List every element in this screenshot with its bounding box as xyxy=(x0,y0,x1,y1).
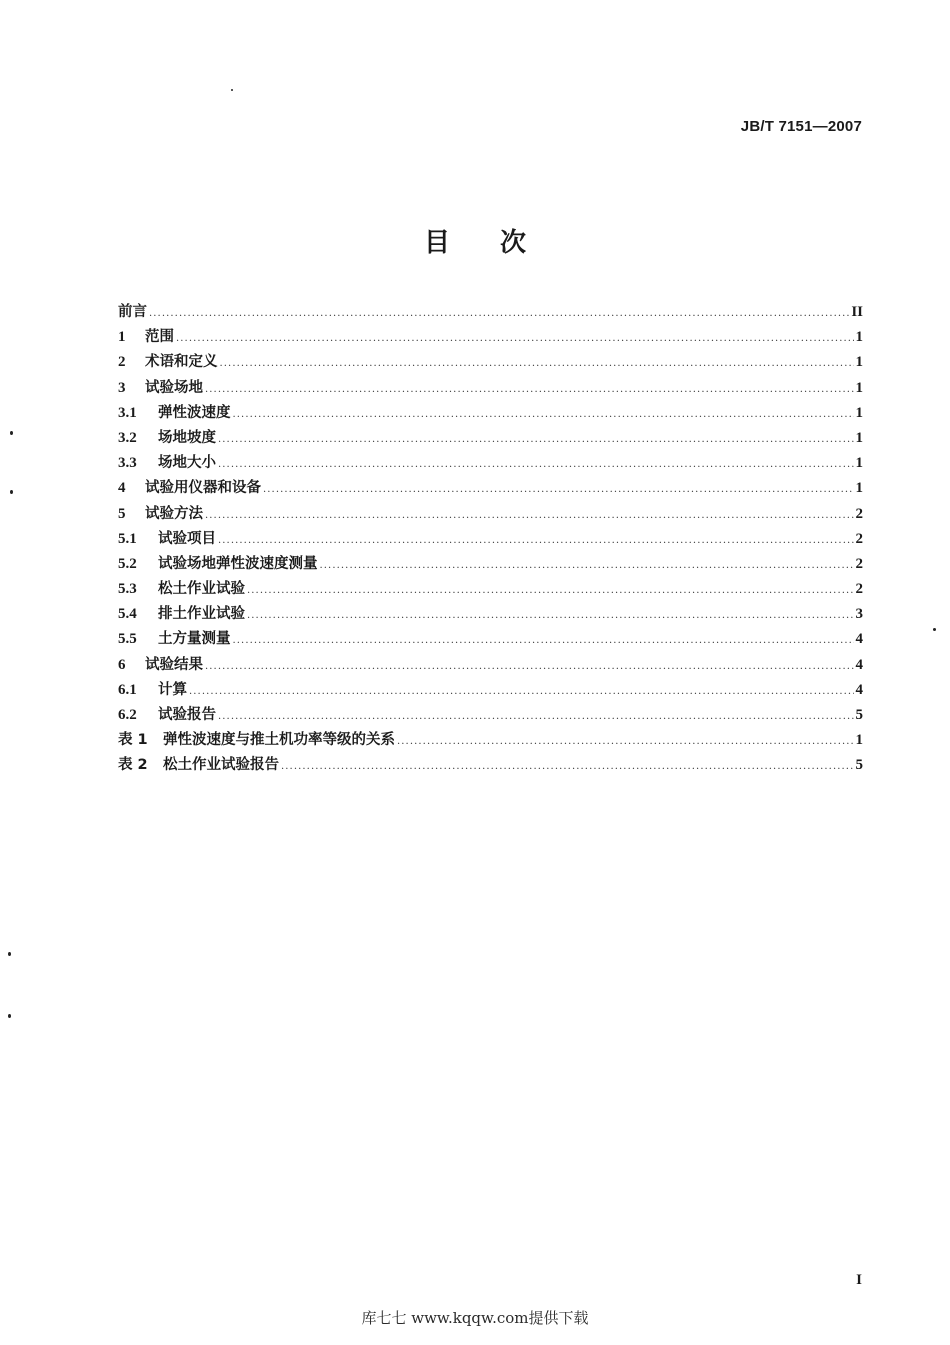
toc-entry xyxy=(118,653,863,678)
toc-entry xyxy=(118,602,863,627)
page-title xyxy=(0,222,950,259)
toc-dot-leader xyxy=(397,729,854,754)
toc-dot-leader xyxy=(220,351,854,376)
toc-dot-leader xyxy=(320,553,854,578)
table-of-contents xyxy=(118,300,863,779)
toc-entry-label: 试验场地弹性波速度测量 xyxy=(158,555,318,572)
toc-entry-number: 3.2 xyxy=(118,429,137,446)
toc-entry-label: 试验用仪器和设备 xyxy=(145,480,261,497)
toc-entry xyxy=(118,451,863,476)
toc-entry-page: 4 xyxy=(855,656,863,673)
toc-entry-page: 1 xyxy=(855,404,863,421)
toc-entry-number: 2 xyxy=(118,354,126,371)
toc-entry-label: 场地坡度 xyxy=(158,429,216,446)
toc-entry xyxy=(118,703,863,728)
toc-entry-label: 弹性波速度与推土机功率等级的关系 xyxy=(163,732,395,749)
page-number: I xyxy=(856,1272,862,1288)
toc-dot-leader xyxy=(189,679,854,704)
toc-entry xyxy=(118,728,863,753)
toc-entry xyxy=(118,577,863,602)
toc-entry-page: 5 xyxy=(855,757,863,774)
toc-dot-leader xyxy=(247,603,854,628)
toc-entry-label: 松土作业试验 xyxy=(158,581,245,598)
toc-entry-page: 3 xyxy=(855,606,863,623)
toc-dot-leader xyxy=(205,503,854,528)
toc-dot-leader xyxy=(218,452,854,477)
toc-dot-leader xyxy=(149,301,849,326)
toc-entry xyxy=(118,527,863,552)
toc-entry-page: 1 xyxy=(855,455,863,472)
toc-entry-number: 5.1 xyxy=(118,530,137,547)
toc-entry xyxy=(118,753,863,778)
toc-entry-number: 3.3 xyxy=(118,455,137,472)
toc-entry-page: 2 xyxy=(855,581,863,598)
toc-dot-leader xyxy=(218,528,854,553)
toc-entry-label: 术语和定义 xyxy=(145,354,218,371)
toc-entry xyxy=(118,325,863,350)
toc-entry-number: 5.3 xyxy=(118,581,137,598)
toc-entry xyxy=(118,350,863,375)
toc-entry-number: 5.5 xyxy=(118,631,137,648)
toc-entry-label: 试验项目 xyxy=(158,530,216,547)
toc-entry-number: 3.1 xyxy=(118,404,137,421)
toc-entry-page: 1 xyxy=(855,732,863,749)
toc-entry-page: 1 xyxy=(855,379,863,396)
toc-entry-label: 计算 xyxy=(158,681,187,698)
toc-entry-label: 试验结果 xyxy=(145,656,203,673)
toc-entry-number: 5.2 xyxy=(118,555,137,572)
scan-speck xyxy=(8,1014,11,1018)
toc-entry xyxy=(118,552,863,577)
toc-entry-number: 表 2 xyxy=(118,757,148,774)
toc-entry xyxy=(118,502,863,527)
toc-entry-number: 6 xyxy=(118,656,126,673)
title-char-2: 次 xyxy=(500,228,527,258)
toc-entry xyxy=(118,376,863,401)
toc-entry-label: 试验场地 xyxy=(145,379,203,396)
toc-entry-number: 6.1 xyxy=(118,681,137,698)
toc-entry-number: 5.4 xyxy=(118,606,137,623)
toc-entry-page: II xyxy=(851,304,863,320)
toc-entry-label: 前言 xyxy=(118,304,147,320)
scan-speck xyxy=(10,431,13,435)
scan-speck xyxy=(10,490,13,494)
toc-dot-leader xyxy=(247,578,854,603)
toc-entry xyxy=(118,426,863,451)
scan-speck xyxy=(8,952,11,956)
scan-speck xyxy=(231,89,233,91)
toc-entry xyxy=(118,476,863,501)
toc-entry-page: 1 xyxy=(855,354,863,371)
toc-entry-number: 6.2 xyxy=(118,707,137,723)
toc-entry-label: 试验报告 xyxy=(158,707,216,723)
toc-entry-number: 1 xyxy=(118,329,126,346)
standard-code: JB/T 7151—2007 xyxy=(740,118,862,135)
toc-entry-number: 5 xyxy=(118,505,126,522)
toc-entry xyxy=(118,300,863,325)
toc-entry xyxy=(118,401,863,426)
toc-dot-leader xyxy=(233,628,854,653)
toc-entry-page: 4 xyxy=(855,631,863,648)
toc-dot-leader xyxy=(176,326,854,351)
toc-entry-page: 4 xyxy=(855,681,863,698)
toc-entry-label: 试验方法 xyxy=(145,505,203,522)
toc-dot-leader xyxy=(218,427,854,452)
toc-entry xyxy=(118,678,863,703)
toc-entry-page: 5 xyxy=(855,707,863,723)
toc-entry-label: 松土作业试验报告 xyxy=(163,757,279,774)
toc-entry-page: 2 xyxy=(855,530,863,547)
toc-entry-label: 弹性波速度 xyxy=(158,404,231,421)
toc-dot-leader xyxy=(263,477,854,502)
toc-dot-leader xyxy=(205,654,854,679)
toc-entry-page: 1 xyxy=(855,480,863,497)
title-char-1: 目 xyxy=(423,228,450,258)
scan-speck xyxy=(933,628,936,631)
toc-entry-number: 3 xyxy=(118,379,126,396)
toc-entry-number: 表 1 xyxy=(118,732,148,749)
toc-dot-leader xyxy=(218,704,854,729)
toc-entry-label: 范围 xyxy=(145,329,174,346)
toc-entry-label: 土方量测量 xyxy=(158,631,231,648)
toc-entry-page: 2 xyxy=(855,505,863,522)
toc-dot-leader xyxy=(281,754,854,779)
toc-entry-page: 1 xyxy=(855,329,863,346)
footer-watermark: 库七七 www.kqqw.com提供下载 xyxy=(361,1309,589,1327)
toc-entry-label: 排土作业试验 xyxy=(158,606,245,623)
toc-dot-leader xyxy=(205,377,854,402)
toc-entry-page: 2 xyxy=(855,555,863,572)
toc-dot-leader xyxy=(233,402,854,427)
toc-entry-page: 1 xyxy=(855,429,863,446)
toc-entry-number: 4 xyxy=(118,480,126,497)
toc-entry-label: 场地大小 xyxy=(158,455,216,472)
toc-entry xyxy=(118,627,863,652)
